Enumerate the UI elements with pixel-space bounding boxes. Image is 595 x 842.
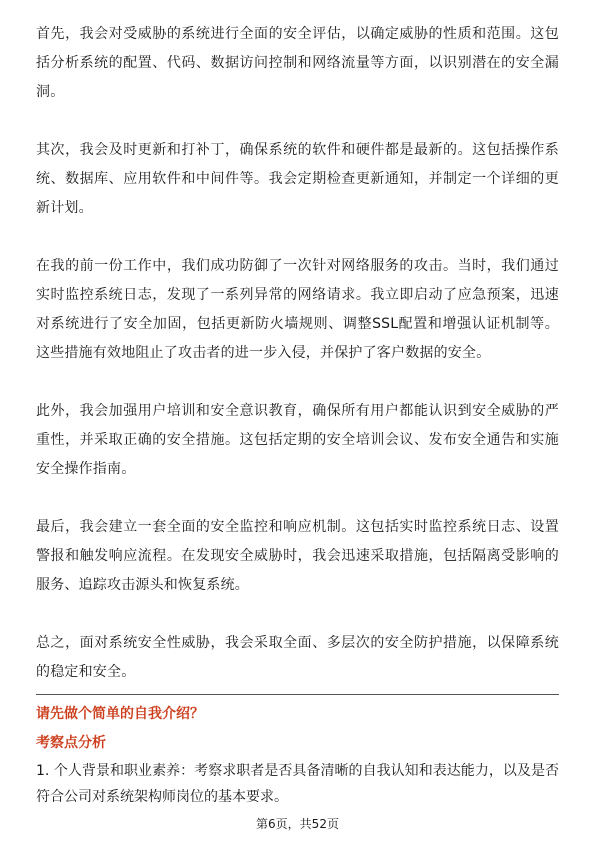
- page-number: 第6页，共52页: [256, 817, 339, 831]
- answer-body: [36, 20, 559, 687]
- paragraph-gap: [36, 484, 559, 513]
- paragraph-gap: [36, 600, 559, 629]
- interview-question: 请先做个简单的自我介绍？: [36, 706, 204, 722]
- paragraph-past-experience: 在我的前一份工作中，我们成功防御了一次针对网络服务的攻击。当时，我们通过实时监控系统日志，发现了一系列异常的网络请求。我立即启动了应急预案，迅速对系统进行了安全加固，包括更新防火墙规则、调整SSL配置和增强认证机制等。这些措施有效地阻止了攻击者的进一步入侵，并保护了客户数据的安全。: [36, 258, 559, 361]
- paragraph-gap: [36, 223, 559, 252]
- analysis-heading: 考察点分析: [36, 735, 106, 751]
- paragraph-gap: [36, 107, 559, 136]
- analysis-item: 1. 个人背景和职业素养：考察求职者是否具备清晰的自我认知和表达能力，以及是否符合公司对系统架构师岗位的基本要求。: [36, 763, 559, 805]
- paragraph-gap: [36, 368, 559, 397]
- paragraph-patching: 其次，我会及时更新和打补丁，确保系统的软件和硬件都是最新的。这包括操作系统、数据库、应用软件和中间件等。我会定期检查更新通知，并制定一个详细的更新计划。: [36, 142, 559, 216]
- paragraph-security-assessment: 首先，我会对受威胁的系统进行全面的安全评估，以确定威胁的性质和范围。这包括分析系统的配置、代码、数据访问控制和网络流量等方面，以识别潜在的安全漏洞。: [36, 26, 559, 100]
- paragraph-monitoring: 最后，我会建立一套全面的安全监控和响应机制。这包括实时监控系统日志、设置警报和触发响应流程。在发现安全威胁时，我会迅速采取措施，包括隔离受影响的服务、追踪攻击源头和恢复系统。: [36, 519, 559, 593]
- paragraph-user-training: 此外，我会加强用户培训和安全意识教育，确保所有用户都能认识到安全威胁的严重性，并采取正确的安全措施。这包括定期的安全培训会议、发布安全通告和实施安全操作指南。: [36, 403, 559, 477]
- paragraph-summary: 总之，面对系统安全性威胁，我会采取全面、多层次的安全防护措施，以保障系统的稳定和安全。: [36, 635, 559, 680]
- section-divider: [36, 694, 559, 695]
